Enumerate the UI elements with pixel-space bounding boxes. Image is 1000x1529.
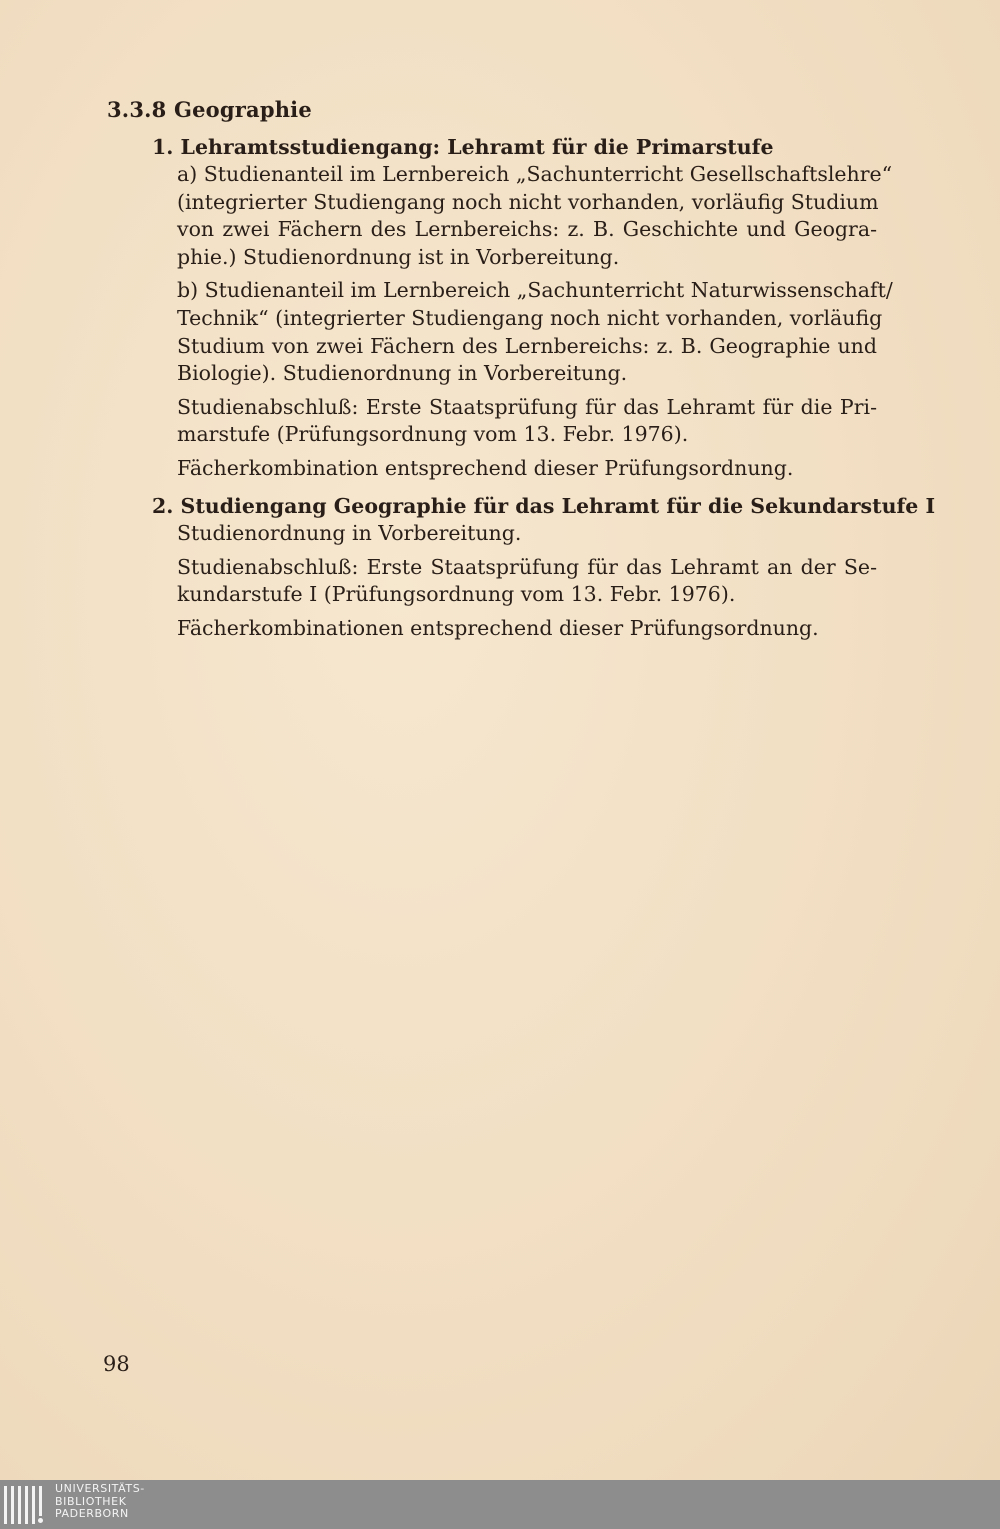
text-line: (integrierter Studiengang noch nicht vorhanden, vorläufig Studium: [177, 189, 879, 214]
text-line: von zwei Fächern des Lernbereichs: z. B. Geschichte und Geogra-: [177, 217, 877, 242]
library-name-line: BIBLIOTHEK: [55, 1494, 127, 1508]
text-line: Studienabschluß: Erste Staatsprüfung für das Lehramt für die Pri-: [177, 394, 877, 419]
text-line: Studienabschluß: Erste Staatsprüfung für das Lehramt an der Se-: [177, 554, 877, 579]
section-heading: 3.3.8 Geographie: [107, 97, 312, 122]
text-line: Fächerkombinationen entsprechend dieser Prüfungsordnung.: [177, 615, 819, 640]
text-line: Fächerkombination entsprechend dieser Prüfungsordnung.: [177, 455, 794, 480]
text-line: a) Studienanteil im Lernbereich „Sachunterricht Gesellschaftslehre“: [177, 162, 893, 186]
page-number: 98: [103, 1352, 130, 1376]
text-line: phie.) Studienordnung ist in Vorbereitung.: [177, 244, 620, 269]
paragraph: [177, 520, 877, 548]
item-body: [152, 520, 877, 642]
text-line: kundarstufe I (Prüfungsordnung vom 13. Febr. 1976).: [177, 582, 736, 607]
library-footer: [0, 1480, 1000, 1529]
item-title: 2. Studiengang Geographie für das Lehramt für die Sekundarstufe I: [152, 494, 936, 518]
paragraph: [177, 277, 893, 387]
paragraph: [177, 161, 893, 271]
paragraph: [177, 615, 877, 643]
text-line: Studienordnung in Vorbereitung.: [177, 521, 522, 545]
text-line: b) Studienanteil im Lernbereich „Sachunterricht Naturwissenschaft/: [177, 278, 893, 303]
study-item: [152, 133, 893, 489]
item-body: [152, 161, 893, 483]
text-line: Biologie). Studienordnung in Vorbereitung.: [177, 361, 628, 386]
text-line: marstufe (Prüfungsordnung vom 13. Febr. 1976).: [177, 422, 689, 447]
paragraph: [177, 554, 877, 609]
paragraph: [177, 455, 877, 483]
paragraph: [177, 394, 877, 449]
library-name: [55, 1483, 145, 1521]
item-title: 1. Lehramtsstudiengang: Lehramt für die Primarstufe: [152, 135, 774, 159]
library-name-line: PADERBORN: [55, 1507, 129, 1520]
text-line: Technik“ (integrierter Studiengang noch nicht vorhanden, vorläufig: [177, 305, 883, 330]
library-barcode-logo-icon: [4, 1486, 46, 1524]
text-line: Studium von zwei Fächern des Lernbereichs: z. B. Geographie und: [177, 333, 877, 358]
library-name-line: UNIVERSITÄTS-: [55, 1482, 145, 1495]
study-item: [152, 492, 936, 648]
